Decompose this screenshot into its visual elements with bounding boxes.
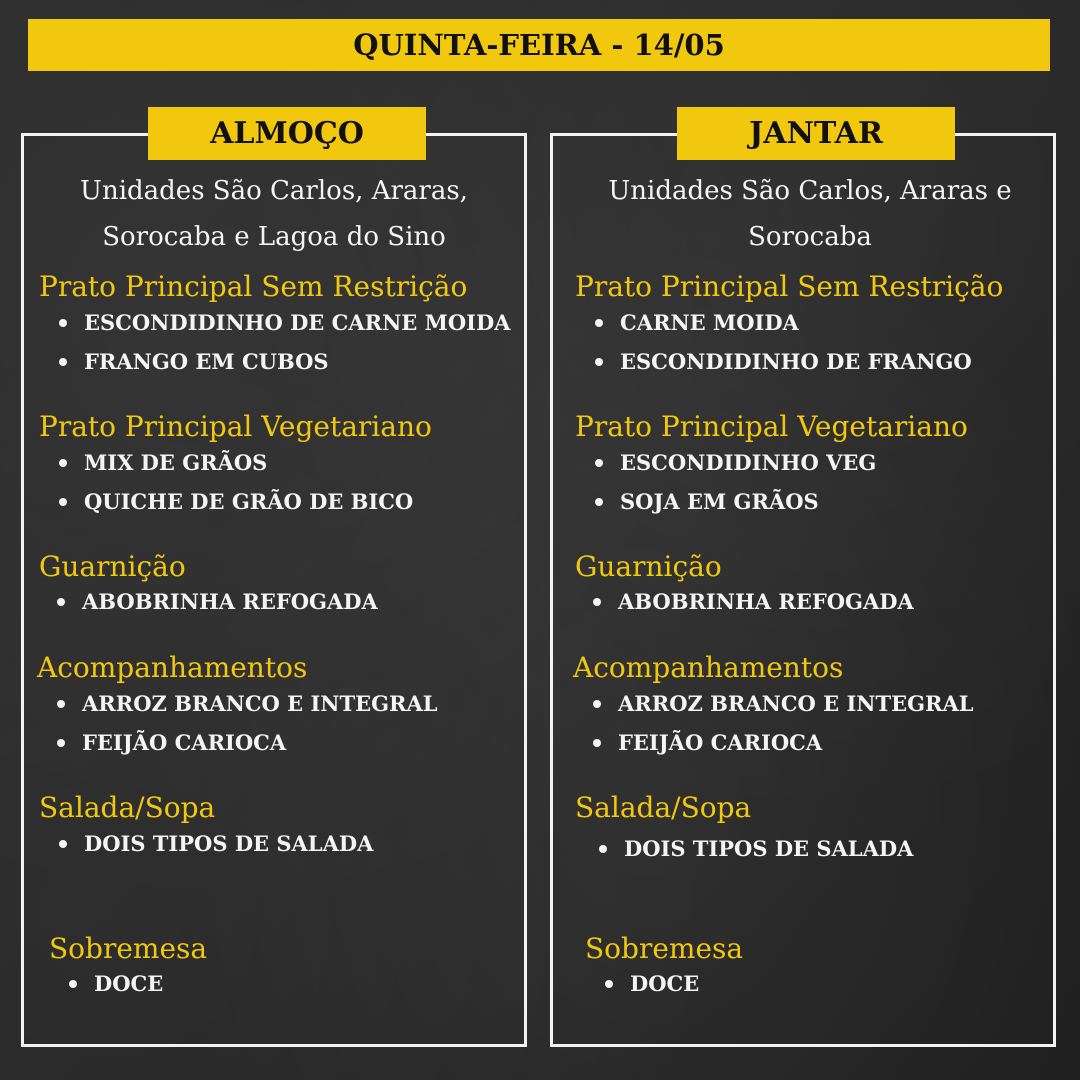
dinner-heading-side: Guarnição — [575, 550, 722, 583]
lunch-item — [59, 831, 373, 856]
day-title: QUINTA-FEIRA - 14/05 — [353, 28, 725, 62]
dinner-item — [593, 730, 822, 755]
lunch-item — [57, 589, 378, 614]
dinner-heading-main: Prato Principal Sem Restrição — [575, 270, 1004, 303]
dinner-item — [595, 349, 972, 374]
lunch-item-text: ABOBRINHA REFOGADA — [82, 589, 378, 614]
dinner-heading-accompaniments: Acompanhamentos — [573, 651, 844, 684]
bullet-icon — [59, 319, 67, 327]
bullet-icon — [57, 700, 65, 708]
lunch-heading-accompaniments: Acompanhamentos — [37, 651, 308, 684]
bullet-icon — [593, 700, 601, 708]
dinner-units-line2: Sorocaba — [748, 222, 872, 252]
lunch-item-text: MIX DE GRÃOS — [84, 450, 268, 475]
lunch-units-line2: Sorocaba e Lagoa do Sino — [102, 222, 446, 252]
lunch-item-text: ARROZ BRANCO E INTEGRAL — [82, 691, 438, 716]
dinner-item-text: DOCE — [630, 971, 700, 996]
bullet-icon — [69, 980, 77, 988]
dinner-item — [595, 450, 876, 475]
lunch-item — [59, 310, 510, 335]
bullet-icon — [599, 845, 607, 853]
dinner-item-text: ABOBRINHA REFOGADA — [618, 589, 914, 614]
dinner-item-text: ESCONDIDINHO DE FRANGO — [620, 349, 972, 374]
lunch-item-text: FEIJÃO CARIOCA — [82, 730, 287, 755]
lunch-units — [24, 168, 524, 260]
bullet-icon — [59, 498, 67, 506]
bullet-icon — [593, 739, 601, 747]
dinner-item — [593, 691, 974, 716]
dinner-item-text: DOIS TIPOS DE SALADA — [624, 836, 914, 861]
lunch-item-text: DOIS TIPOS DE SALADA — [84, 831, 374, 856]
dinner-units-line1: Unidades São Carlos, Araras e — [608, 176, 1012, 206]
lunch-item-text: ESCONDIDINHO DE CARNE MOIDA — [84, 310, 511, 335]
bullet-icon — [595, 498, 603, 506]
lunch-item — [59, 489, 413, 514]
bullet-icon — [59, 459, 67, 467]
bullet-icon — [595, 459, 603, 467]
lunch-heading-salad: Salada/Sopa — [39, 791, 216, 824]
bullet-icon — [595, 358, 603, 366]
lunch-tab-label: ALMOÇO — [210, 116, 364, 151]
lunch-item-text: QUICHE DE GRÃO DE BICO — [84, 489, 414, 514]
lunch-item — [69, 971, 163, 996]
dinner-item — [593, 589, 914, 614]
bullet-icon — [57, 598, 65, 606]
lunch-tab — [148, 107, 426, 160]
lunch-item — [57, 691, 438, 716]
bullet-icon — [605, 980, 613, 988]
dinner-item-text: CARNE MOIDA — [620, 310, 799, 335]
bullet-icon — [593, 598, 601, 606]
lunch-item — [59, 349, 329, 374]
lunch-heading-veg: Prato Principal Vegetariano — [39, 410, 432, 443]
bullet-icon — [57, 739, 65, 747]
dinner-item-text: ESCONDIDINHO VEG — [620, 450, 877, 475]
lunch-heading-main: Prato Principal Sem Restrição — [39, 270, 468, 303]
lunch-item — [59, 450, 267, 475]
dinner-heading-salad: Salada/Sopa — [575, 791, 752, 824]
dinner-item-text: ARROZ BRANCO E INTEGRAL — [618, 691, 974, 716]
lunch-units-line1: Unidades São Carlos, Araras, — [80, 176, 468, 206]
dinner-units — [560, 168, 1060, 260]
lunch-heading-dessert: Sobremesa — [49, 932, 208, 965]
lunch-item — [57, 730, 286, 755]
dinner-item — [599, 836, 913, 861]
lunch-item-text: DOCE — [94, 971, 164, 996]
dinner-item — [595, 489, 819, 514]
bullet-icon — [595, 319, 603, 327]
dinner-heading-veg: Prato Principal Vegetariano — [575, 410, 968, 443]
dinner-item — [595, 310, 799, 335]
bullet-icon — [59, 358, 67, 366]
dinner-tab — [677, 107, 955, 160]
lunch-item-text: FRANGO EM CUBOS — [84, 349, 329, 374]
dinner-item-text: FEIJÃO CARIOCA — [618, 730, 823, 755]
day-banner — [28, 19, 1050, 71]
dinner-item — [605, 971, 699, 996]
dinner-heading-dessert: Sobremesa — [585, 932, 744, 965]
lunch-heading-side: Guarnição — [39, 550, 186, 583]
bullet-icon — [59, 840, 67, 848]
dinner-tab-label: JANTAR — [749, 116, 883, 151]
dinner-item-text: SOJA EM GRÃOS — [620, 489, 819, 514]
